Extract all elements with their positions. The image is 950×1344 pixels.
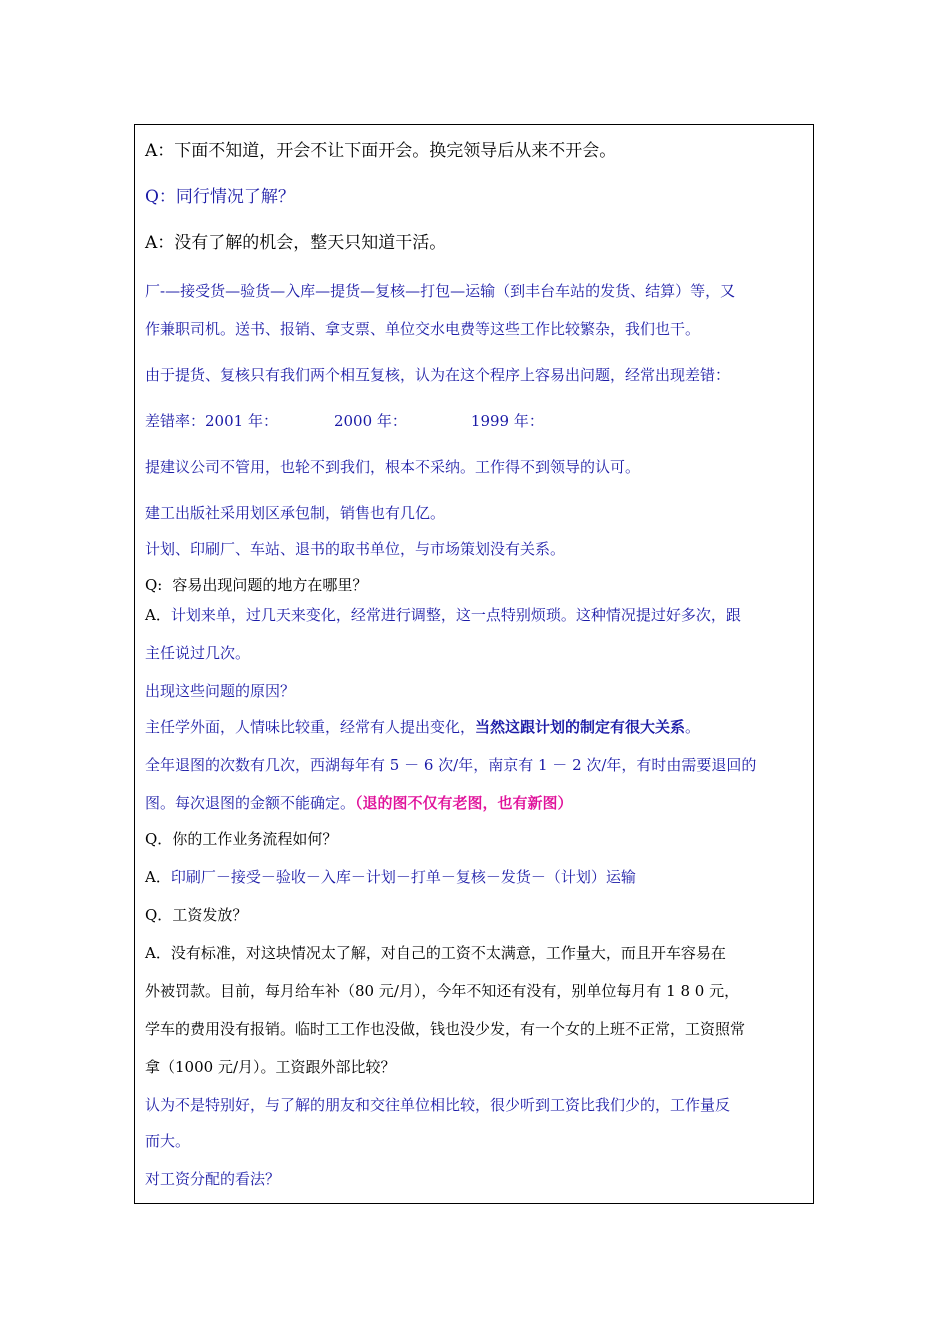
emphasis-text: 当然这跟计划的制定有很大关系 — [475, 718, 686, 736]
question-text: 容易出现问题的地方在哪里？ — [172, 576, 368, 594]
error-rate-2000: 2000 年： — [333, 412, 407, 430]
error-rate-2001: 差错率：2001 年： — [145, 412, 278, 430]
text-line: 而大。 — [145, 1132, 191, 1150]
answer-line — [145, 867, 636, 887]
text-line: 出现这些问题的原因？ — [145, 682, 296, 700]
text-span: 。 — [685, 718, 701, 736]
question-text: 你的工作业务流程如何？ — [172, 830, 338, 848]
text-line: 作兼职司机。送书、报销、拿支票、单位交水电费等这些工作比较繁杂，我们也干。 — [145, 320, 701, 338]
question-line: 对工资分配的看法？ — [145, 1170, 281, 1188]
text-line: 学车的费用没有报销。临时工工作也没做，钱也没少发，有一个女的上班不正常，工资照常 — [145, 1020, 746, 1038]
a-marker: A． — [145, 868, 171, 886]
question-line — [145, 829, 337, 849]
question-text: 工资发放？ — [172, 906, 248, 924]
answer-line: A：没有了解的机会，整天只知道干活。 — [145, 233, 447, 253]
text-span: 图。每次退图的金额不能确定。 — [145, 794, 356, 812]
text-line: 厂-—接受货—验货—入库—提货—复核—打包—运输（到丰台车站的发货、结算）等，又 — [145, 282, 736, 300]
text-line: 计划、印刷厂、车站、退书的取书单位，与市场策划没有关系。 — [145, 540, 566, 558]
question-line — [145, 575, 367, 595]
a-marker: A． — [145, 944, 171, 962]
answer-line: A：下面不知道，开会不让下面开会。换完领导后从来不开会。 — [145, 141, 617, 161]
text-line: 建工出版社采用划区承包制，销售也有几亿。 — [145, 504, 446, 522]
text-line — [145, 717, 700, 737]
text-line: 由于提货、复核只有我们两个相互复核，认为在这个程序上容易出问题，经常出现差错： — [145, 366, 731, 384]
answer-text: 印刷厂－接受－验收－入库－计划－打单－复核－发货－（计划）运输 — [170, 868, 636, 886]
answer-line — [145, 943, 726, 963]
question-line — [145, 905, 247, 925]
text-line: 主任说过几次。 — [145, 644, 251, 662]
question-line: Q：同行情况了解？ — [145, 187, 295, 207]
answer-line — [145, 605, 741, 625]
error-rate-1999: 1999 年： — [470, 412, 544, 430]
text-line: 提建议公司不管用，也轮不到我们，根本不采纳。工作得不到领导的认可。 — [145, 458, 641, 476]
text-line: 外被罚款。目前，每月给车补（80 元/月），今年不知还有没有，别单位每月有 1 8 0 元， — [145, 982, 740, 1000]
text-line: 认为不是特别好，与了解的朋友和交往单位相比较，很少听到工资比我们少的，工作量反 — [145, 1096, 731, 1114]
answer-text: 没有标准，对这块情况太了解，对自己的工资不太满意，工作量大，而且开车容易在 — [170, 944, 726, 962]
text-line — [145, 793, 573, 813]
text-span: 主任学外面，人情味比较重，经常有人提出变化， — [145, 718, 476, 736]
error-rate-line — [145, 411, 544, 431]
text-line: 拿（1000 元/月）。工资跟外部比较？ — [145, 1058, 396, 1076]
highlight-text: （退的图不仅有老图，也有新图） — [355, 794, 573, 812]
q-marker: Q． — [145, 830, 173, 848]
q-marker: Q: — [145, 576, 163, 594]
answer-text: 计划来单，过几天来变化，经常进行调整，这一点特别烦琐。这种情况提过好多次，跟 — [170, 606, 741, 624]
text-line: 全年退图的次数有几次，西湖每年有 5 － 6 次/年，南京有 1 － 2 次/年，有时由需要退回的 — [145, 756, 757, 774]
a-marker: A． — [145, 606, 171, 624]
q-marker: Q． — [145, 906, 173, 924]
interview-notes-box — [134, 124, 814, 1204]
